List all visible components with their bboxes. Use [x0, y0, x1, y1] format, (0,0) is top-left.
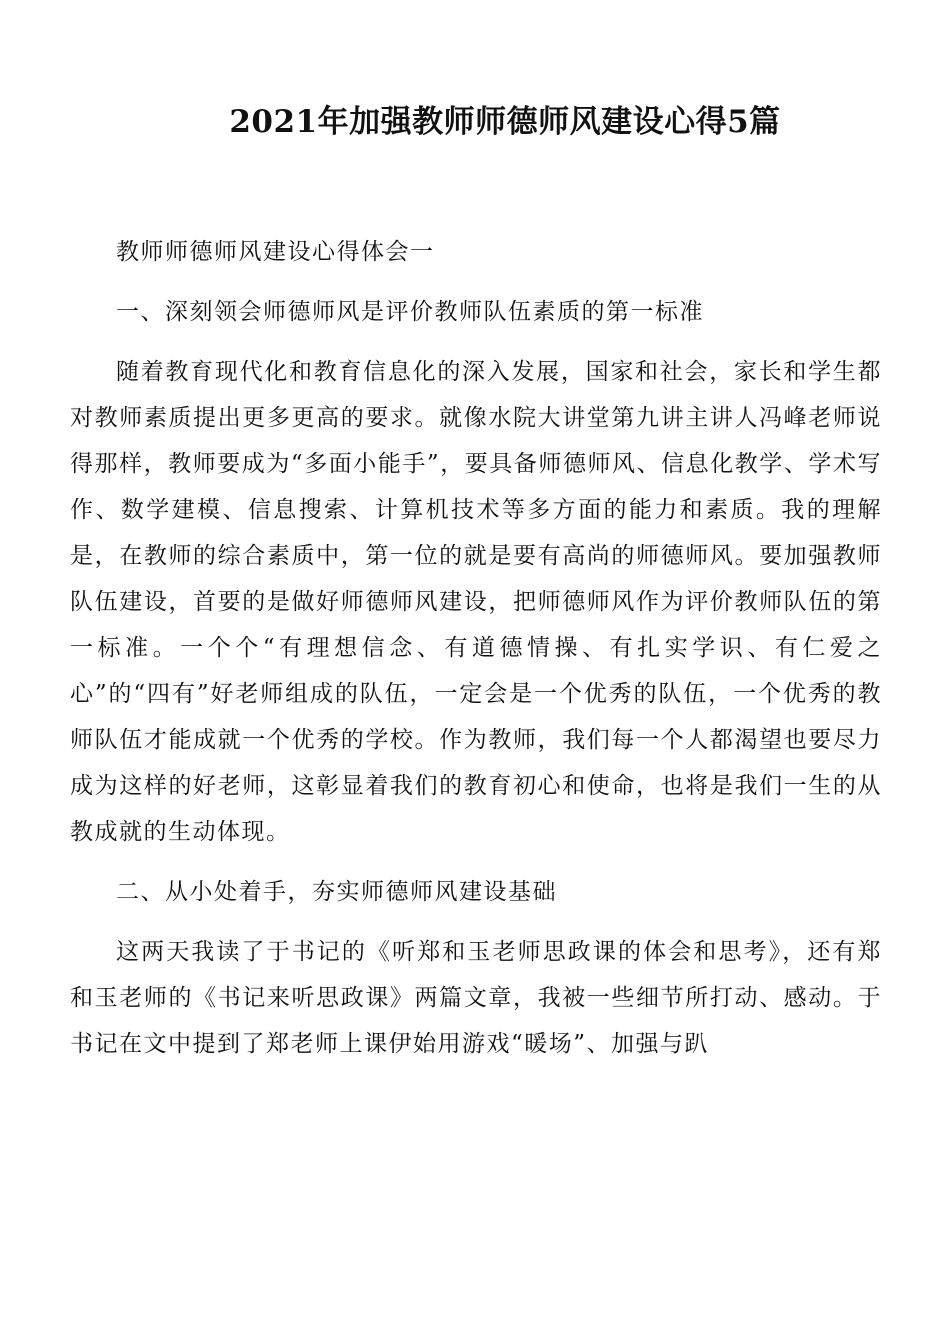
document-title: 2021年加强教师师德师风建设心得5篇	[229, 104, 781, 140]
section-heading: 教师师德师风建设心得体会一	[116, 239, 435, 265]
body-paragraph: 随着教育现代化和教育信息化的深入发展，国家和社会，家长和学生都对教师素质提出更多更高的要求。就像水院大讲堂第九讲主讲人冯峰老师说得那样，教师要成为“多面小能手”，要具备师德师风、信息化教学、学术写作、数学建模、信息搜索、计算机技术等多方面的能力和素质。我的理解是，在教师的综合素质中，第一位的就是要有高尚的师德师风。要加强教师队伍建设，首要的是做好师德师风建设，把师德师风作为评价教师队伍的第一标准。一个个“有理想信念、有道德情操、有扎实学识、有仁爱之心”的“四有”好老师组成的队伍，一定会是一个优秀的队伍，一个优秀的教师队伍才能成就一个优秀的学校。作为教师，我们每一个人都渴望也要尽力成为这样的好老师，这彰显着我们的教育初心和使命，也将是我们一生的从教成就的生动体现。	[70, 359, 882, 845]
document-body	[70, 229, 882, 1081]
subsection-heading: 二、从小处着手，夯实师德师风建设基础	[116, 879, 557, 905]
subsection-heading: 一、深刻领会师德师风是评价教师队伍素质的第一标准	[116, 299, 704, 325]
body-paragraph: 这两天我读了于书记的《听郑和玉老师思政课的体会和思考》，还有郑和玉老师的《书记来听思政课》两篇文章，我被一些细节所打动、感动。于书记在文中提到了郑老师上课伊始用游戏“暖场”、加强与趴	[70, 939, 882, 1057]
